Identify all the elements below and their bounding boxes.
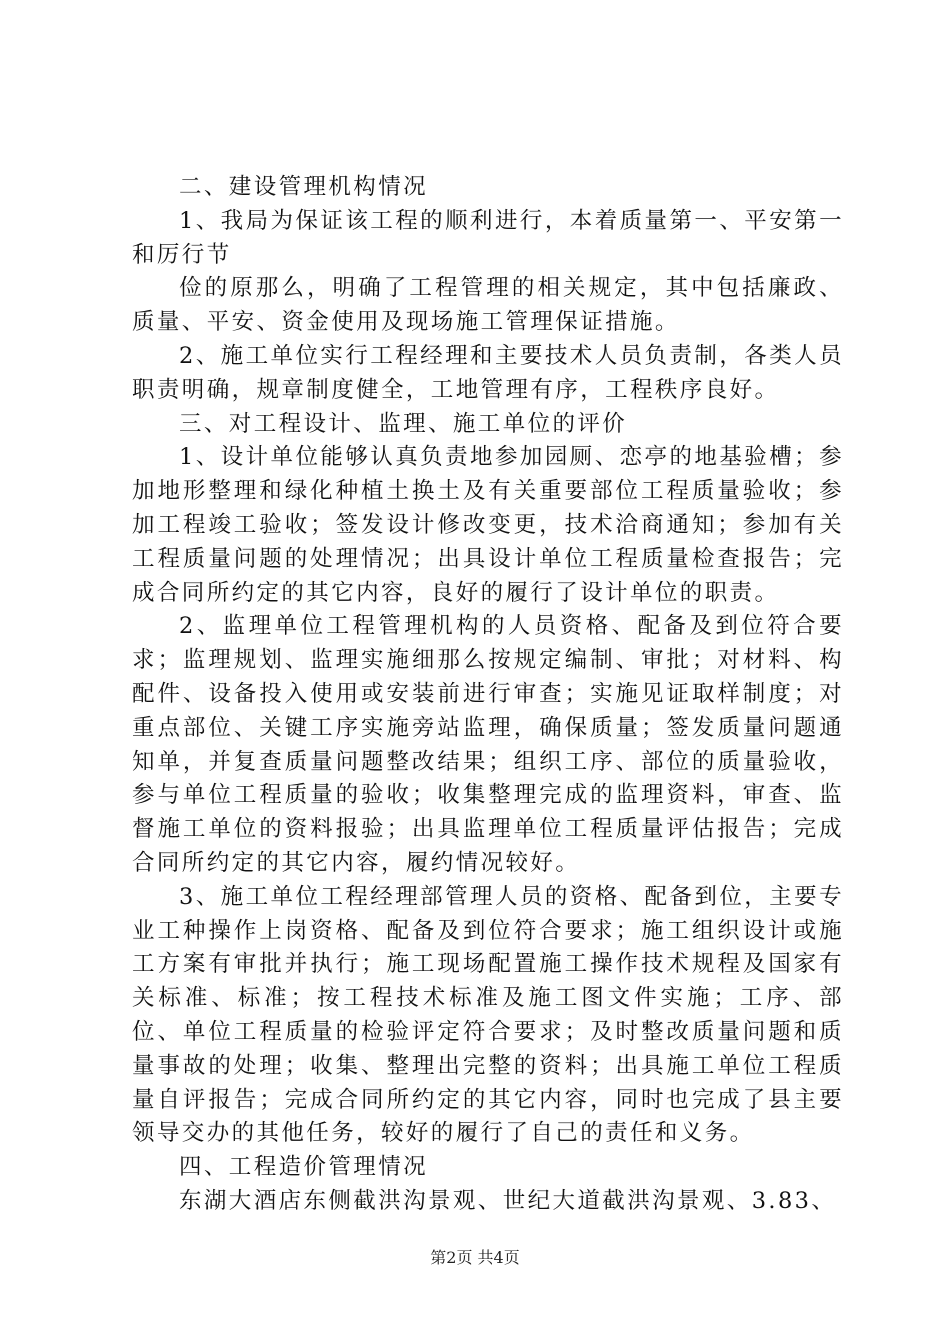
heading-section-4: 四、工程造价管理情况: [179, 1154, 429, 1181]
heading-section-3: 三、对工程设计、监理、施工单位的评价: [179, 410, 628, 437]
paragraph: 1、设计单位能够认真负责地参加园厕、恋亭的地基验槽；参加地形整理和绿化种植土换土及有关重要部位工程质量验收；参加工程竣工验收；签发设计修改变更，技术洽商通知；参加有关工程质量问题的处理情况；出具设计单位工程质量检查报告；完成合同所约定的其它内容，良好的履行了设计单位的职责。: [132, 444, 844, 606]
paragraph: 2、监理单位工程管理机构的人员资格、配备及到位符合要求；监理规划、监理实施细那么按规定编制、审批；对材料、构配件、设备投入使用或安装前进行审查；实施见证取样制度；对重点部位、关键工序实施旁站监理，确保质量；签发质量问题通知单，并复查质量问题整改结果；组织工序、部位的质量验收，参与单位工程质量的验收；收集整理完成的监理资料，审查、监督施工单位的资料报验；出具监理单位工程质量评估报告；完成合同所约定的其它内容，履约情况较好。: [132, 613, 844, 876]
document-body: [132, 171, 844, 1219]
paragraph: 俭的原那么，明确了工程管理的相关规定，其中包括廉政、质量、平安、资金使用及现场施工管理保证措施。: [132, 275, 844, 336]
paragraph: 1、我局为保证该工程的顺利进行，本着质量第一、平安第一和厉行节: [132, 207, 844, 268]
paragraph: 2、施工单位实行工程经理和主要技术人员负责制，各类人员职责明确，规章制度健全，工地管理有序，工程秩序良好。: [132, 342, 844, 403]
heading-section-2: 二、建设管理机构情况: [179, 174, 429, 200]
page-number-footer: 第2页 共4页: [430, 1248, 520, 1267]
paragraph: 东湖大酒店东侧截洪沟景观、世纪大道截洪沟景观、3.83、: [179, 1187, 837, 1214]
paragraph: 3、施工单位工程经理部管理人员的资格、配备到位，主要专业工种操作上岗资格、配备及到位符合要求；施工组织设计或施工方案有审批并执行；施工现场配置施工操作技术规程及国家有关标准、标准；按工程技术标准及施工图文件实施；工序、部位、单位工程质量的检验评定符合要求；及时整改质量问题和质量事故的处理；收集、整理出完整的资料；出具施工单位工程质量自评报告；完成合同所约定的其它内容，同时也完成了县主要领导交办的其他任务，较好的履行了自己的责任和义务。: [132, 883, 844, 1147]
